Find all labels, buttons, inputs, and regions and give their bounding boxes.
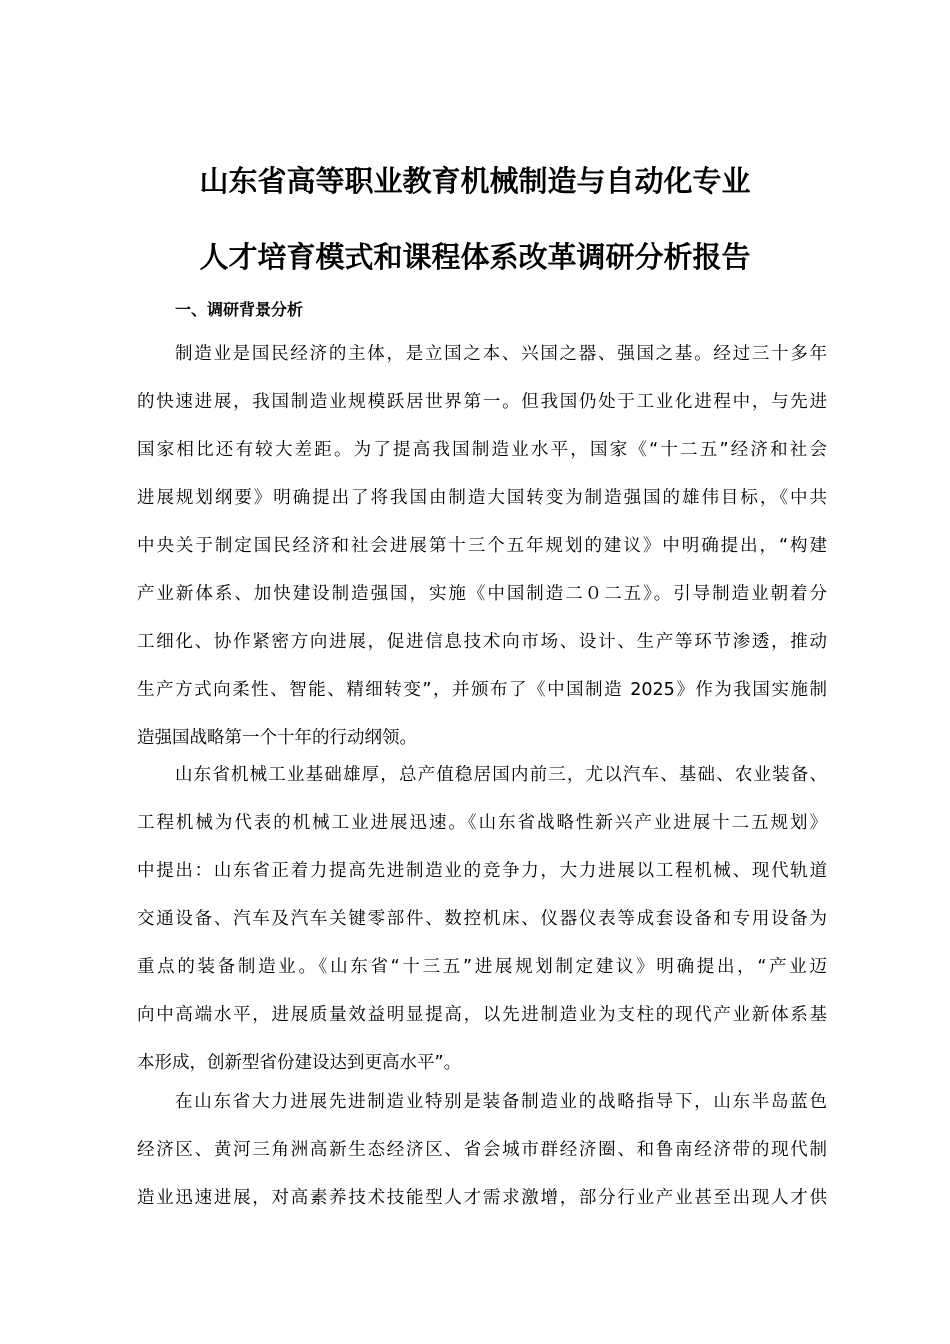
paragraph-line: 交通设备、汽车及汽车关键零部件、数控机床、仪器仪表等成套设备和专用设备为 bbox=[137, 909, 827, 929]
paragraph-line: 本形成，创新型省份建设达到更高水平”。 bbox=[137, 1053, 462, 1073]
section-heading-background: 一、调研背景分析 bbox=[175, 300, 304, 319]
paragraph-line: 国家相比还有较大差距。为了提高我国制造业水平，国家《“十二五”经济和社会 bbox=[137, 440, 827, 460]
paragraph-line: 中提出：山东省正着力提高先进制造业的竞争力，大力进展以工程机械、现代轨道 bbox=[137, 861, 827, 881]
paragraph-line: 的快速进展，我国制造业规模跃居世界第一。但我国仍处于工业化进程中，与先进 bbox=[137, 392, 827, 412]
paragraph-line: 制造业是国民经济的主体，是立国之本、兴国之器、强国之基。经过三十多年 bbox=[175, 344, 827, 364]
paragraph-line: 山东省机械工业基础雄厚，总产值稳居国内前三，尤以汽车、基础、农业装备、 bbox=[175, 765, 827, 785]
paragraph-line: 生产方式向柔性、智能、精细转变”，并颁布了《中国制造 2025》作为我国实施制 bbox=[137, 680, 827, 700]
paragraph-line: 重点的装备制造业。《山东省“十三五”进展规划制定建议》明确提出，“产业迈 bbox=[137, 957, 827, 977]
paragraph-line: 产业新体系、加快建设制造强国，实施《中国制造二０二五》。引导制造业朝着分 bbox=[137, 584, 827, 604]
paragraph-line: 工细化、协作紧密方向进展，促进信息技术向市场、设计、生产等环节渗透，推动 bbox=[137, 632, 827, 652]
paragraph-line: 进展规划纲要》明确提出了将我国由制造大国转变为制造强国的雄伟目标，《中共 bbox=[137, 488, 827, 508]
paragraph-line: 造强国战略第一个十年的行动纲领。 bbox=[137, 728, 417, 748]
document-title-line-1: 山东省高等职业教育机械制造与自动化专业 bbox=[199, 164, 751, 198]
paragraph-line: 经济区、黄河三角洲高新生态经济区、省会城市群经济圈、和鲁南经济带的现代制 bbox=[137, 1140, 827, 1160]
paragraph-1 bbox=[137, 330, 827, 762]
paragraph-2 bbox=[137, 751, 827, 1087]
paragraph-line: 中央关于制定国民经济和社会进展第十三个五年规划的建议》中明确提出，“构建 bbox=[137, 536, 827, 556]
paragraph-line: 在山东省大力进展先进制造业特别是装备制造业的战略指导下，山东半岛蓝色 bbox=[175, 1092, 827, 1112]
paragraph-line: 造业迅速进展，对高素养技术技能型人才需求激增，部分行业产业甚至出现人才供 bbox=[137, 1188, 827, 1208]
paragraph-3 bbox=[137, 1078, 827, 1222]
paragraph-line: 向中高端水平，进展质量效益明显提高，以先进制造业为支柱的现代产业新体系基 bbox=[137, 1005, 827, 1025]
document-title-line-2: 人才培育模式和课程体系改革调研分析报告 bbox=[199, 240, 751, 274]
paragraph-line: 工程机械为代表的机械工业进展迅速。《山东省战略性新兴产业进展十二五规划》 bbox=[137, 813, 827, 833]
